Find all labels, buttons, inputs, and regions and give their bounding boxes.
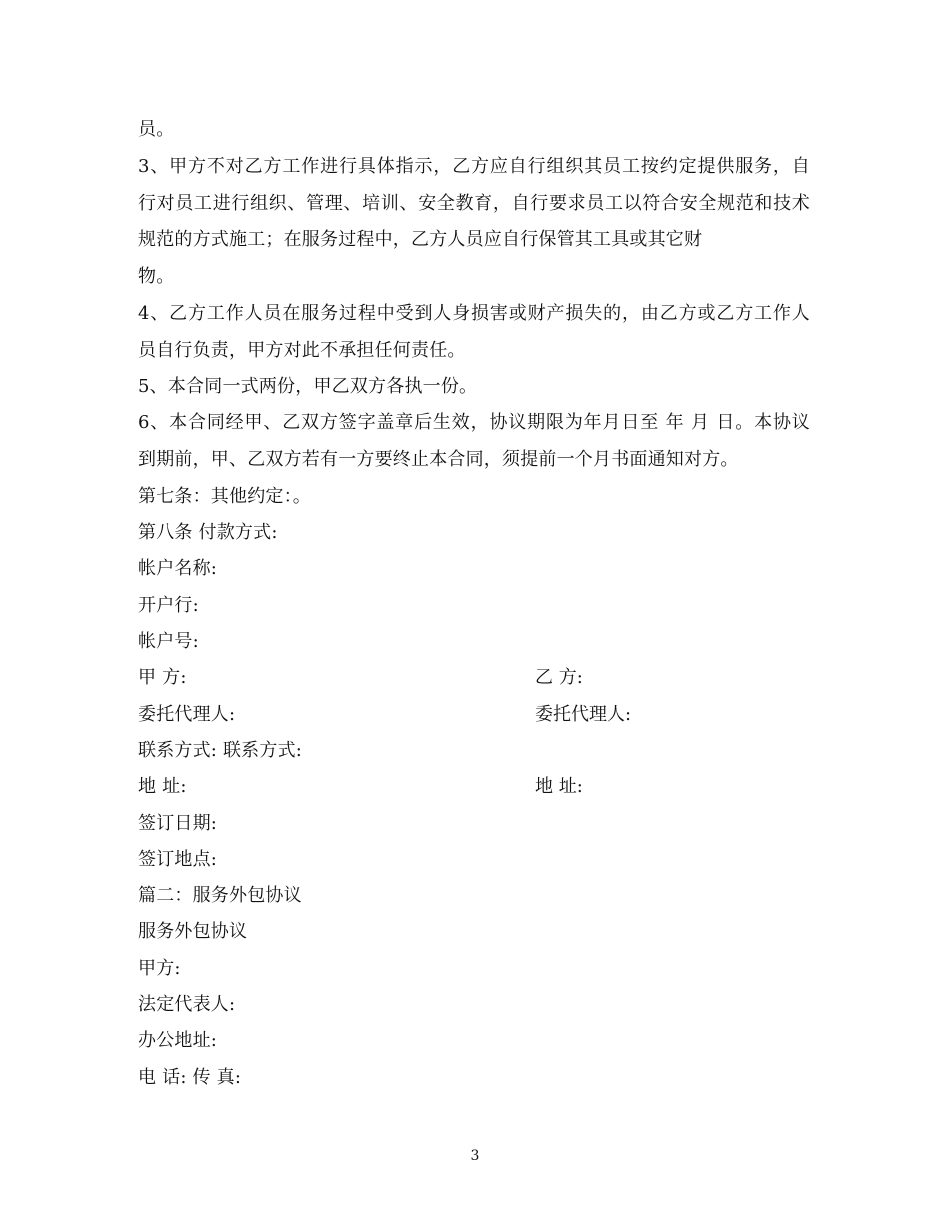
clause-4-line-1: 4、乙方工作人员在服务过程中受到人身损害或财产损失的，由乙方或乙方工作人 (138, 303, 810, 324)
agent-b-label: 委托代理人: (535, 704, 632, 725)
article-7: 第七条：其他约定：。 (138, 486, 311, 507)
party-a-label: 甲 方: (138, 667, 187, 688)
clause-3-line-4: 物。 (138, 266, 175, 287)
agent-a-label: 委托代理人: (138, 704, 236, 725)
sign-place: 签订地点: (138, 849, 218, 870)
page-number: 3 (470, 1148, 480, 1164)
sign-date: 签订日期: (138, 813, 218, 834)
phone-fax-field: 电 话: 传 真: (138, 1067, 242, 1088)
article-8: 第八条 付款方式: (138, 522, 278, 543)
address-a-label: 地 址: (138, 776, 187, 797)
account-name: 帐户名称: (138, 558, 218, 579)
agreement-title: 服务外包协议 (138, 921, 248, 942)
contact-line: 联系方式: 联系方式: (138, 740, 303, 761)
clause-5: 5、本合同一式两份，甲乙双方各执一份。 (138, 376, 478, 397)
clause-3-line-3: 规范的方式施工；在服务过程中，乙方人员应自行保管其工具或其它财 (138, 229, 703, 250)
legal-rep-field: 法定代表人: (138, 994, 236, 1015)
address-b-label: 地 址: (535, 776, 583, 797)
bank-name: 开户行: (138, 595, 199, 616)
clause-6-line-2: 到期前，甲、乙双方若有一方要终止本合同，须提前一个月书面通知对方。 (138, 449, 739, 470)
section-heading: 篇二：服务外包协议 (138, 885, 302, 906)
clause-4-line-2: 员自行负责，甲方对此不承担任何责任。 (138, 340, 466, 361)
clause-6-line-1: 6、本合同经甲、乙双方签字盖章后生效，协议期限为年月日至 年 月 日。本协议 (138, 412, 810, 433)
account-number: 帐户号: (138, 631, 199, 652)
party-b-label: 乙 方: (535, 667, 583, 688)
clause-3-line-1: 3、甲方不对乙方工作进行具体指示，乙方应自行组织其员工按约定提供服务，自 (138, 156, 810, 177)
clause-3-line-2: 行对员工进行组织、管理、培训、安全教育，自行要求员工以符合安全规范和技术 (138, 193, 810, 214)
office-address-field: 办公地址: (138, 1030, 218, 1051)
party-a-field: 甲方: (138, 958, 181, 979)
text-line: 员。 (138, 119, 175, 140)
